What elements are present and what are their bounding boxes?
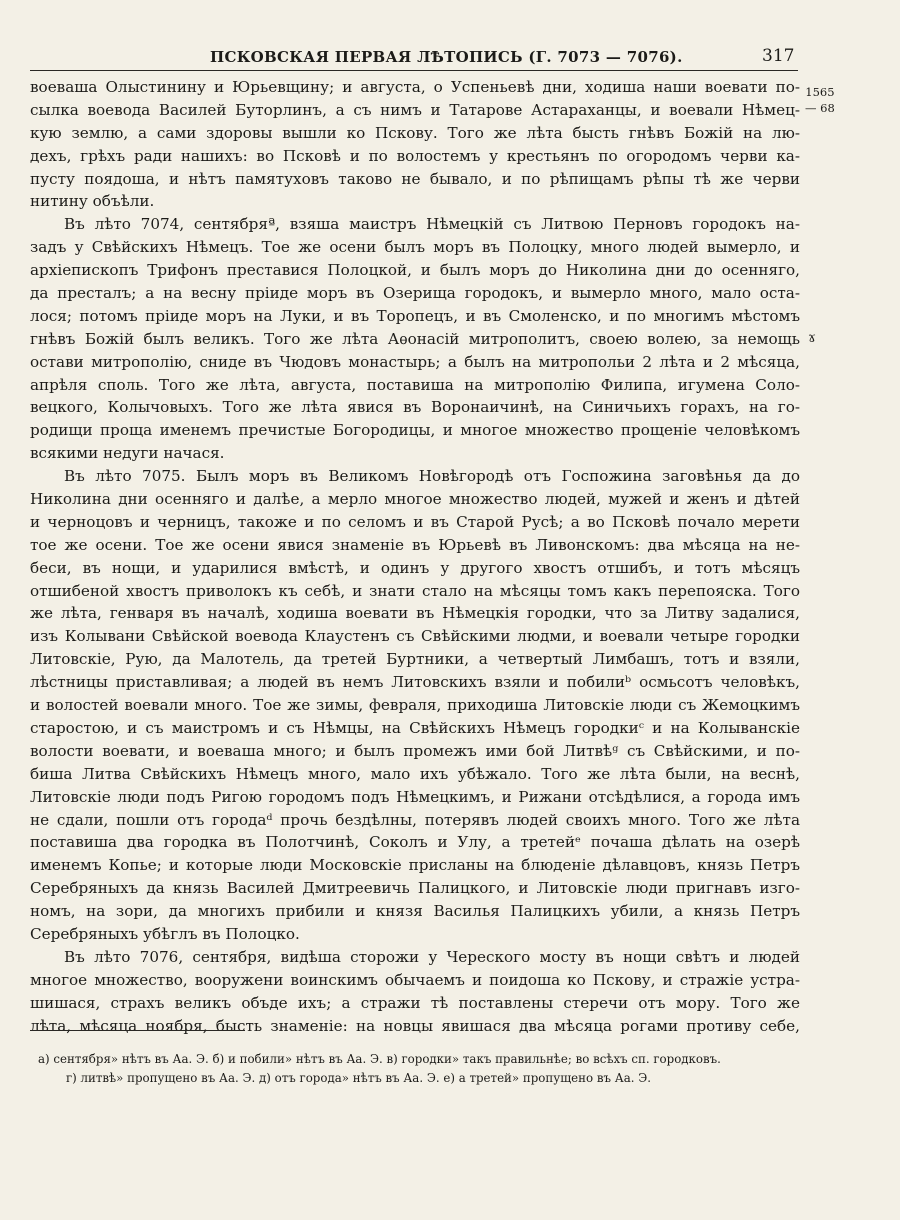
text-line: отшибеной хвостъ приволокъ къ себѣ, и знати стало на мѣсяцы томъ какъ перепояска. Того xyxy=(30,581,800,600)
text-line: тое же осени. Тое же осени явися знаменіе въ Юрьевѣ въ Ливонскомъ: два мѣсяца на не- xyxy=(30,535,800,554)
text-line: Въ лѣто 7074, сентябряª, взяша маистръ Нѣмецкій съ Литвою Перновъ городокъ на- xyxy=(64,215,800,234)
margin-year-end: — 68 xyxy=(805,101,835,115)
text-line: лося; потомъ пріиде моръ на Луки, и въ Торопецъ, и въ Смоленско, и по многимъ мѣстомъ xyxy=(30,306,800,325)
text-line: всякими недуги начася. xyxy=(30,444,225,463)
text-line: воеваша Олыстинину и Юрьевщину; и августа, о Успеньевѣ дни, ходиша наши воевати по- xyxy=(30,78,800,96)
text-line: Въ лѣто 7075. Былъ моръ въ Великомъ Новѣгородѣ отъ Госпожина заговѣнья да до xyxy=(64,467,800,486)
text-line: изъ Колывани Свѣйской воевода Клаустенъ съ Свѣйскими людми, и воевали четыре городки xyxy=(30,627,800,646)
text-line: именемъ Копье; и которые люди Московскіе присланы на блюденіе дѣлавцовъ, князь Петръ xyxy=(30,856,800,875)
text-line: шишася, страхъ великъ объде ихъ; а стражи тѣ поставлены стеречи отъ мору. Того же xyxy=(30,993,800,1012)
text-line: многое множество, вооружени воинскимъ обычаемъ и поидоша ко Пскову, и стражіе устра- xyxy=(30,970,800,989)
text-line: родищи проща именемъ пречистые Богородицы, и многое множество прощеніе человѣкомъ xyxy=(30,421,800,440)
text-line: Серебряныхъ да князь Василей Дмитреевичь Палицкого, и Литовскіе люди пригнавъ изго- xyxy=(30,879,800,898)
text-line: же лѣта, генваря въ началѣ, ходиша воевати въ Нѣмецкія городки, что за Литву задалися, xyxy=(30,604,800,623)
text-line: волости воевати, и воеваша много; и былъ промежъ ими бой Литвѣᵍ съ Свѣйскими, и по- xyxy=(30,741,800,760)
text-line: лѣстницы приставливая; а людей въ немъ Литовскихъ взяли и побилиᵇ осмьсотъ человѣкъ, xyxy=(30,673,800,692)
text-line: задъ у Свѣйскихъ Нѣмецъ. Тое же осени былъ моръ въ Полоцку, много людей вымерло, и xyxy=(30,238,800,257)
text-line: нитину объѣли. xyxy=(30,192,155,211)
header-rule xyxy=(30,70,798,71)
text-line: апрѣля споль. Того же лѣта, августа, поставиша на митрополію Филипа, игумена Соло- xyxy=(30,375,800,394)
footnote-rule xyxy=(30,1030,245,1031)
text-line: вецкого, Колычовыхъ. Того же лѣта явися въ Воронаичинѣ, на Синичьихъ горахъ, на го- xyxy=(30,398,800,417)
text-line: да престалъ; а на весну пріиде моръ въ Озерища городокъ, и вымерло много, мало оста- xyxy=(30,284,800,303)
margin-mark: ɤ xyxy=(808,330,816,346)
footnotes xyxy=(38,1050,798,1088)
text-line: Николина дни осенняго и далѣе, а мерло многое множество людей, мужей и женъ и дѣтей xyxy=(30,490,800,509)
text-line: биша Литва Свѣйскихъ Нѣмецъ много, мало ихъ убѣжало. Того же лѣта были, на веснѣ, xyxy=(30,764,800,783)
footnote-line: г) литвѣ» пропущено въ Аа. Э. д) отъ города» нѣтъ въ Аа. Э. е) а третей» пропущено въ Аа. Э. xyxy=(66,1071,652,1085)
text-line: номъ, на зори, да многихъ прибили и князя Василья Палицкихъ убили, а князь Петръ xyxy=(30,902,800,921)
text-line: дехъ, грѣхъ ради нашихъ: во Псковѣ и по волостемъ у крестьянъ по огородомъ черви ка- xyxy=(30,146,800,165)
text-line: Въ лѣто 7076, сентября, видѣша сторожи у Череского мосту въ нощи свѣтъ и людей xyxy=(64,947,800,966)
text-line: Серебряныхъ убѣглъ въ Полоцко. xyxy=(30,924,300,943)
text-line: пусту поядоша, и нѣтъ памятуховъ таково не бывало, и по рѣпищамъ рѣпы тѣ же черви xyxy=(30,169,800,188)
text-line: архіепископъ Трифонъ преставися Полоцкой, и былъ моръ до Николина дни до осенняго, xyxy=(30,261,800,280)
margin-year-note xyxy=(805,84,835,116)
text-line: беси, въ нощи, и ударилися вмѣстѣ, и одинъ у другого хвостъ отшибъ, и тотъ мѣсяцъ xyxy=(30,558,800,577)
text-line: и волостей воевали много. Тое же зимы, февраля, приходиша Литовскіе люди съ Жемоцкимъ xyxy=(30,696,800,715)
text-line: старостою, и съ маистромъ и съ Нѣмцы, на Свѣйскихъ Нѣмецъ городкиᶜ и на Колыванскіе xyxy=(30,718,800,737)
text-line: Литовскіе, Рую, да Малотель, да третей Буртники, а четвертый Лимбашъ, тотъ и взяли, xyxy=(30,650,800,669)
text-line: поставиша два городка въ Полотчинѣ, Соколъ и Улу, а третейᵉ почаша дѣлать на озерѣ xyxy=(30,833,800,852)
text-line: Литовскіе люди подъ Ригою городомъ подъ Нѣмецкимъ, и Рижани отсѣдѣлися, а города имъ xyxy=(30,787,800,806)
text-line: лѣта, мѣсяца ноября, бысть знаменіе: на новцы явишася два мѣсяца рогами противу себе, xyxy=(30,1016,800,1035)
text-line: остави митрополію, сниде въ Чюдовъ монастырь; а былъ на митропольи 2 лѣта и 2 мѣсяца, xyxy=(30,352,800,371)
page-number: 317 xyxy=(762,46,795,66)
margin-year-start: 1565 xyxy=(805,85,835,99)
running-title: ПСКОВСКАЯ ПЕРВАЯ ЛѢТОПИСЬ (Г. 7073 — 7076). xyxy=(210,48,683,66)
text-line: сылка воевода Василей Буторлинъ, а съ нимъ и Татарове Астараханцы, и воевали Нѣмец- xyxy=(30,100,800,119)
footnote-line: а) сентября» нѣтъ въ Аа. Э. б) и побили» нѣтъ въ Аа. Э. в) городки» такъ правильнѣе; во всѣхъ сп. городковъ. xyxy=(38,1052,721,1066)
chronicle-text xyxy=(30,76,800,1037)
text-line: не сдали, пошли отъ городаᵈ прочь бездѣлны, потерявъ людей своихъ много. Того же лѣта xyxy=(30,810,800,829)
text-line: и черноцовъ и черницъ, такоже и по селомъ и въ Старой Русѣ; а во Псковѣ почало мерети xyxy=(30,512,800,531)
text-line: кую землю, а сами здоровы вышли ко Пскову. Того же лѣта бысть гнѣвъ Божій на лю- xyxy=(30,123,800,142)
text-line: гнѣвъ Божій былъ великъ. Того же лѣта Аѳонасій митрополитъ, своею волею, за немощь xyxy=(30,329,800,348)
